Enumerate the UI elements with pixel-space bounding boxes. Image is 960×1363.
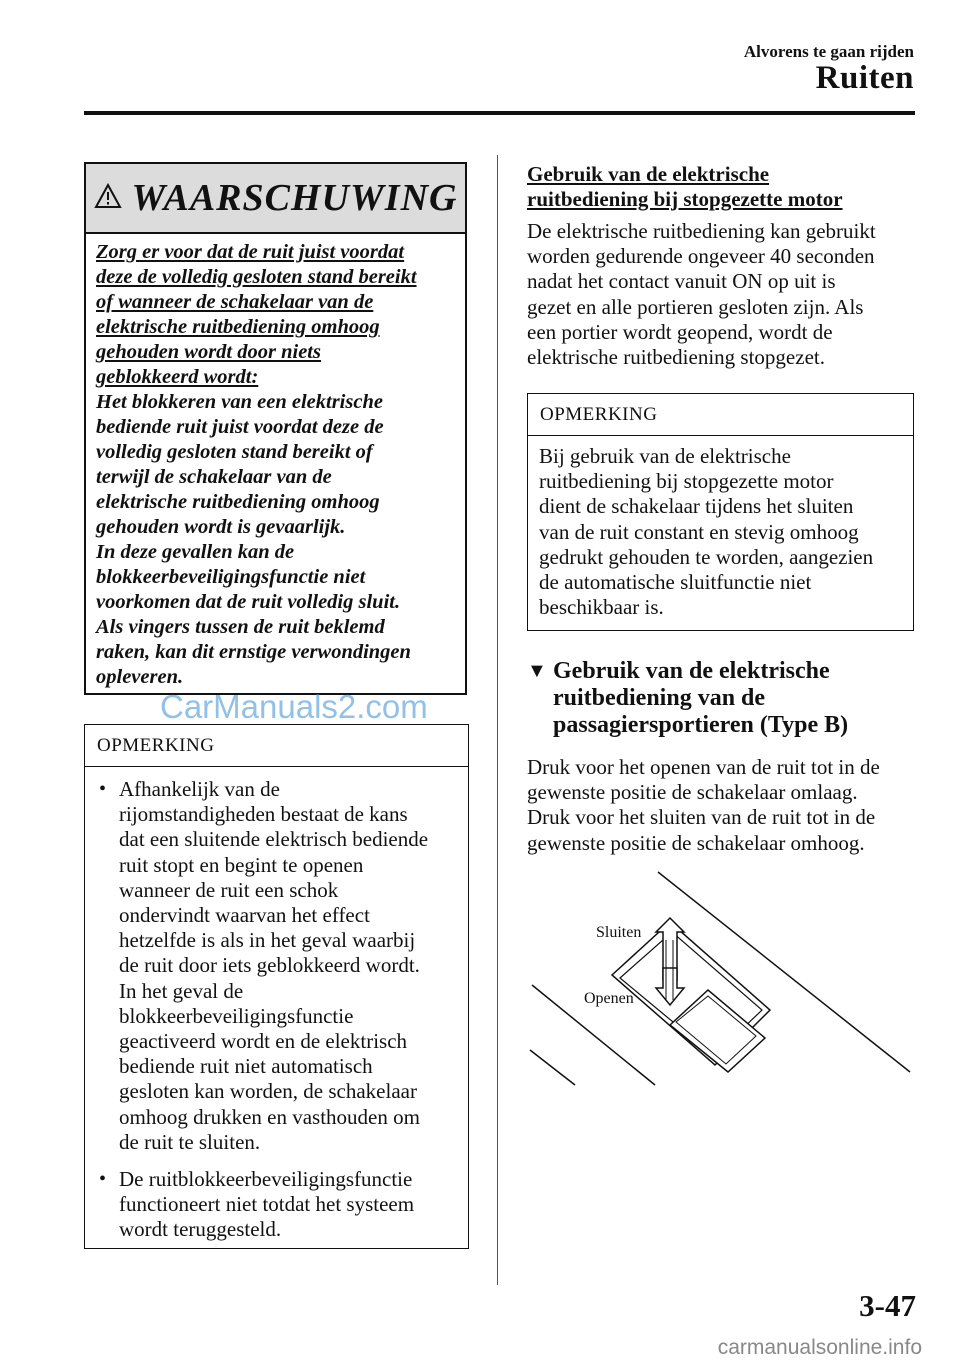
note-box-right xyxy=(527,393,914,631)
note-line: omhoog drukken en vasthouden om xyxy=(119,1104,420,1129)
note-line: de ruit te sluiten. xyxy=(119,1129,261,1154)
note-body xyxy=(528,436,913,620)
warning-underlined-line: geblokkeerd wordt: xyxy=(96,366,259,388)
warning-line: bediende ruit juist voordat deze de xyxy=(96,416,384,438)
warning-line: raken, kan dit ernstige verwondingen xyxy=(96,641,411,663)
paragraph-type-b xyxy=(527,755,917,856)
up-down-arrow-icon xyxy=(656,918,684,1005)
subheading-line: Gebruik van de elektrische xyxy=(527,162,770,186)
heading-line: passagiersportieren (Type B) xyxy=(553,712,849,738)
note-line: blokkeerbeveiligingsfunctie xyxy=(119,1003,354,1028)
warning-box xyxy=(84,162,467,695)
note-line: van de ruit constant en stevig omhoog xyxy=(539,519,859,544)
paragraph-line: gewenste positie de schakelaar omhoog. xyxy=(527,830,865,855)
warning-line: Als vingers tussen de ruit beklemd xyxy=(96,616,385,638)
warning-title: WAARSCHUWING xyxy=(131,177,458,219)
page-title: Ruiten xyxy=(815,60,914,96)
note-box-left xyxy=(84,724,469,1249)
footer-watermark[interactable]: carmanualsonline.info xyxy=(717,1336,922,1359)
warning-underlined-line: of wanneer de schakelaar van de xyxy=(96,291,374,313)
paragraph-line: worden gedurende ongeveer 40 seconden xyxy=(527,244,875,269)
paragraph-engine-off xyxy=(527,219,917,370)
note-title: OPMERKING xyxy=(85,725,468,767)
warning-line: terwijl de schakelaar van de xyxy=(96,466,332,488)
note-line: functioneert niet totdat het systeem xyxy=(119,1192,415,1217)
paragraph-line: een portier wordt geopend, wordt de xyxy=(527,319,833,344)
paragraph-line: nadat het contact vanuit ON op uit is xyxy=(527,269,836,294)
note-line: wordt teruggesteld. xyxy=(119,1217,282,1242)
watermark-link[interactable]: CarManuals2.com xyxy=(160,688,428,725)
note-line: wanneer de ruit een schok xyxy=(119,877,339,902)
label-close: Sluiten xyxy=(596,924,642,941)
warning-line: volledig gesloten stand bereikt of xyxy=(96,441,373,463)
paragraph-line: De elektrische ruitbediening kan gebruikt xyxy=(527,219,876,243)
warning-line: gehouden wordt is gevaarlijk. xyxy=(96,516,346,538)
note-line: de ruit door iets geblokkeerd wordt. xyxy=(119,953,420,978)
paragraph-line: gewenste positie de schakelaar omlaag. xyxy=(527,780,858,805)
note-line: bediende ruit niet automatisch xyxy=(119,1054,373,1079)
warning-line: Het blokkeren van een elektrische xyxy=(96,391,383,413)
heading-line: ruitbediening van de xyxy=(553,685,766,711)
warning-header xyxy=(86,164,465,234)
note-line: • Afhankelijk van de xyxy=(119,777,280,801)
heading-text xyxy=(553,658,848,739)
note-line: dat een sluitende elektrisch bediende xyxy=(119,827,429,852)
warning-line: opleveren. xyxy=(96,666,184,688)
window-switch-illustration xyxy=(520,860,920,1090)
paragraph-line: elektrische ruitbediening stopgezet. xyxy=(527,345,825,370)
paragraph-line: gezet en alle portieren gesloten zijn. Als xyxy=(527,294,864,319)
section-heading-type-b xyxy=(527,658,848,739)
subheading-line: ruitbediening bij stopgezette motor xyxy=(527,187,843,211)
warning-underlined-line: Zorg er voor dat de ruit juist voordat xyxy=(96,241,405,263)
warning-underlined-line: gehouden wordt door niets xyxy=(96,341,321,363)
note-line: gesloten kan worden, de schakelaar xyxy=(119,1079,417,1104)
note-line: ondervindt waarvan het effect xyxy=(119,903,370,928)
warning-body xyxy=(86,234,465,690)
note-line: rijomstandigheden bestaat de kans xyxy=(119,802,408,827)
warning-underlined-line: elektrische ruitbediening omhoog xyxy=(96,316,380,338)
note-line: ruitbediening bij stopgezette motor xyxy=(539,469,834,494)
paragraph-line: Druk voor het openen van de ruit tot in de xyxy=(527,755,880,779)
note-line: • De ruitblokkeerbeveiligingsfunctie xyxy=(119,1167,413,1192)
heading-line: Gebruik van de elektrische xyxy=(553,658,830,684)
warning-triangle-icon xyxy=(94,183,122,214)
note-line: hetzelfde is als in het geval waarbij xyxy=(119,928,416,953)
paragraph-line: Druk voor het sluiten van de ruit tot in de xyxy=(527,805,876,830)
list-item xyxy=(119,777,458,1155)
subheading-engine-off xyxy=(527,162,843,212)
warning-line: blokkeerbeveiligingsfunctie niet xyxy=(96,566,366,588)
note-line: dient de schakelaar tijdens het sluiten xyxy=(539,494,854,519)
note-line: de automatische sluitfunctie niet xyxy=(539,570,812,595)
note-line: gedrukt gehouden te worden, aangezien xyxy=(539,544,874,569)
switch-panel xyxy=(612,922,770,1072)
note-list xyxy=(85,767,468,1243)
page-number: 3-47 xyxy=(859,1288,916,1323)
warning-line: voorkomen dat de ruit volledig sluit. xyxy=(96,591,401,613)
warning-line: elektrische ruitbediening omhoog xyxy=(96,491,380,513)
note-line: In het geval de xyxy=(119,978,244,1003)
list-item xyxy=(119,1167,458,1243)
column-divider xyxy=(497,155,498,1285)
label-open: Openen xyxy=(584,990,634,1007)
note-title: OPMERKING xyxy=(528,394,913,436)
note-line: Bij gebruik van de elektrische xyxy=(539,444,791,468)
section-header: Alvorens te gaan rijden xyxy=(743,42,914,61)
triangle-down-icon: ▼ xyxy=(527,660,547,682)
warning-line: In deze gevallen kan de xyxy=(96,541,295,563)
note-line: geactiveerd wordt en de elektrisch xyxy=(119,1029,408,1054)
header-rule xyxy=(84,111,915,115)
note-line: beschikbaar is. xyxy=(539,595,664,620)
warning-underlined-line: deze de volledig gesloten stand bereikt xyxy=(96,266,417,288)
note-line: ruit stopt en begint te openen xyxy=(119,852,364,877)
